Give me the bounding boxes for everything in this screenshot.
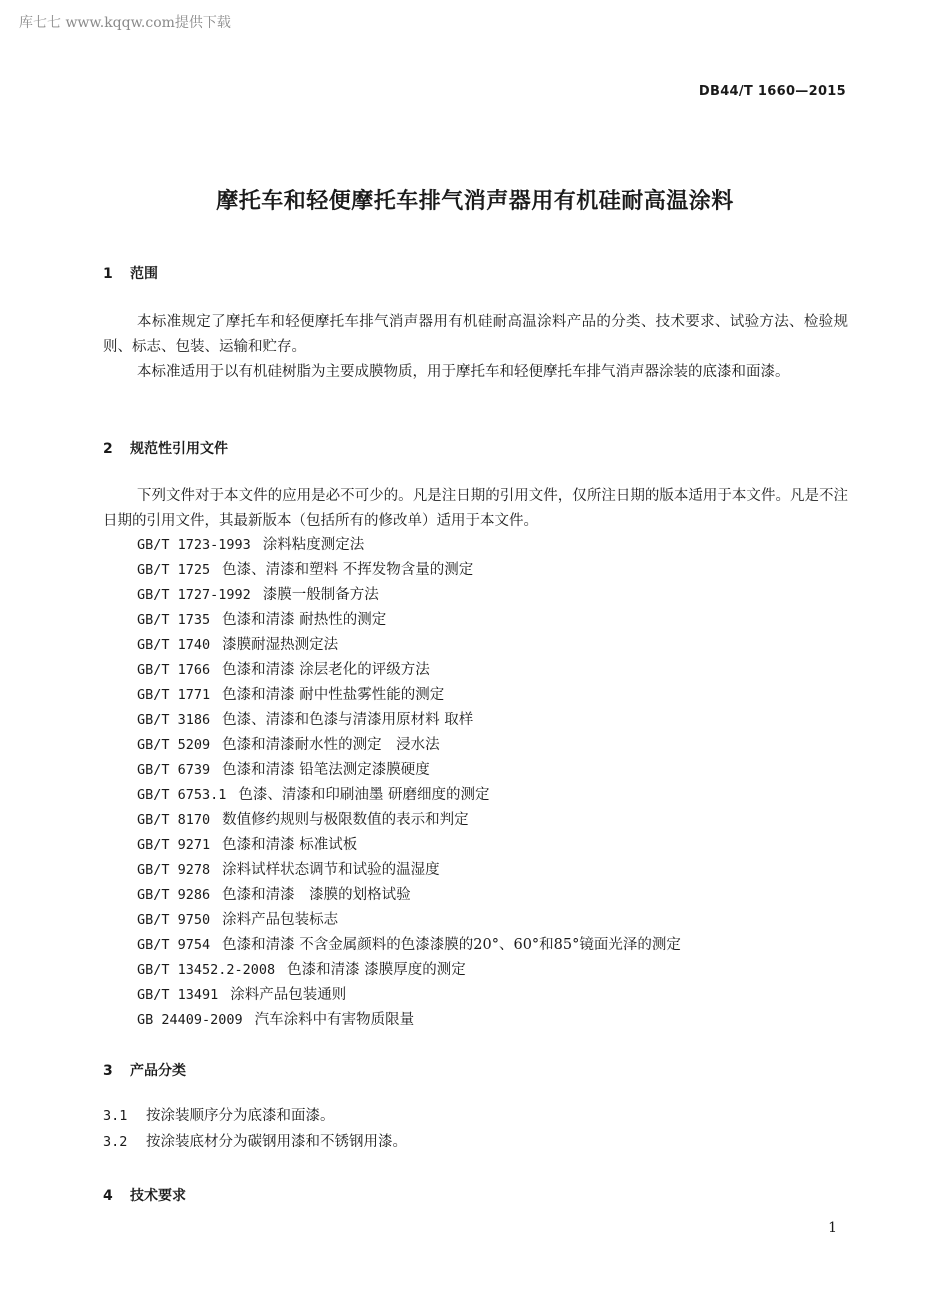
section-title: 产品分类 — [130, 1063, 186, 1079]
reference-title: 色漆、清漆和印刷油墨 研磨细度的测定 — [238, 787, 490, 803]
reference-code: GB/T 6753.1 — [137, 787, 227, 803]
reference-item — [137, 533, 681, 558]
reference-code: GB/T 9754 — [137, 937, 211, 953]
reference-item — [137, 583, 681, 608]
reference-title: 涂料粘度测定法 — [262, 537, 365, 553]
reference-code: GB/T 9271 — [137, 837, 211, 853]
reference-code: GB/T 1727-1992 — [137, 587, 251, 603]
standard-number: DB44/T 1660—2015 — [698, 84, 846, 99]
reference-item — [137, 908, 681, 933]
reference-list — [137, 533, 681, 1033]
reference-code: GB/T 13491 — [137, 987, 219, 1003]
watermark: 库七七 www.kqqw.com提供下载 — [19, 15, 231, 31]
reference-item — [137, 1008, 681, 1033]
reference-code: GB/T 1723-1993 — [137, 537, 251, 553]
reference-title: 色漆和清漆 漆膜厚度的测定 — [287, 962, 466, 978]
section-number: 3 — [103, 1063, 113, 1079]
reference-title: 色漆、清漆和色漆与清漆用原材料 取样 — [222, 712, 474, 728]
reference-title: 色漆和清漆 耐热性的测定 — [222, 612, 387, 628]
section-title: 规范性引用文件 — [130, 441, 228, 457]
reference-code: GB/T 8170 — [137, 812, 211, 828]
reference-item — [137, 783, 681, 808]
reference-code: GB/T 1735 — [137, 612, 211, 628]
reference-item — [137, 858, 681, 883]
reference-title: 涂料产品包装标志 — [222, 912, 339, 928]
page-number: 1 — [828, 1220, 837, 1236]
reference-code: GB/T 9286 — [137, 887, 211, 903]
section-3-heading — [103, 1060, 186, 1080]
item-text: 按涂装顺序分为底漆和面漆。 — [146, 1108, 335, 1124]
section-number: 1 — [103, 266, 113, 282]
reference-item — [137, 758, 681, 783]
reference-code: GB/T 1725 — [137, 562, 211, 578]
reference-code: GB/T 9278 — [137, 862, 211, 878]
reference-item — [137, 608, 681, 633]
section-2-heading — [103, 438, 228, 458]
reference-code: GB/T 9750 — [137, 912, 211, 928]
reference-item — [137, 883, 681, 908]
reference-title: 数值修约规则与极限数值的表示和判定 — [222, 812, 469, 828]
section-title: 范围 — [130, 266, 158, 282]
reference-code: GB/T 1766 — [137, 662, 211, 678]
section-title: 技术要求 — [130, 1188, 186, 1204]
reference-code: GB/T 3186 — [137, 712, 211, 728]
reference-item — [137, 658, 681, 683]
reference-code: GB/T 1740 — [137, 637, 211, 653]
section-3-item-2 — [103, 1130, 407, 1155]
reference-title: 色漆、清漆和塑料 不挥发物含量的测定 — [222, 562, 474, 578]
section-1-paragraph-2: 本标准适用于以有机硅树脂为主要成膜物质，用于摩托车和轻便摩托车排气消声器涂装的底漆和面漆。 — [137, 364, 790, 380]
document-title: 摩托车和轻便摩托车排气消声器用有机硅耐高温涂料 — [216, 189, 734, 214]
section-1-paragraph-1: 本标准规定了摩托车和轻便摩托车排气消声器用有机硅耐高温涂料产品的分类、技术要求、试验方法、检验规则、标志、包装、运输和贮存。 — [103, 314, 848, 355]
reference-title: 漆膜耐湿热测定法 — [222, 637, 339, 653]
reference-title: 汽车涂料中有害物质限量 — [254, 1012, 415, 1028]
item-text: 按涂装底材分为碳钢用漆和不锈钢用漆。 — [146, 1134, 407, 1150]
section-3-item-1 — [103, 1104, 335, 1129]
reference-title: 色漆和清漆 涂层老化的评级方法 — [222, 662, 430, 678]
reference-item — [137, 708, 681, 733]
reference-code: GB 24409-2009 — [137, 1012, 243, 1028]
reference-title: 色漆和清漆 标准试板 — [222, 837, 358, 853]
reference-title: 涂料产品包装通则 — [230, 987, 347, 1003]
reference-item — [137, 808, 681, 833]
reference-code: GB/T 1771 — [137, 687, 211, 703]
reference-item — [137, 683, 681, 708]
section-number: 4 — [103, 1188, 113, 1204]
item-number: 3.2 — [103, 1134, 128, 1150]
reference-title: 涂料试样状态调节和试验的温湿度 — [222, 862, 440, 878]
reference-title: 色漆和清漆 不含金属颜料的色漆漆膜的20°、60°和85°镜面光泽的测定 — [222, 937, 681, 953]
reference-item — [137, 558, 681, 583]
reference-title: 色漆和清漆耐水性的测定 浸水法 — [222, 737, 440, 753]
reference-title: 色漆和清漆 耐中性盐雾性能的测定 — [222, 687, 445, 703]
reference-code: GB/T 6739 — [137, 762, 211, 778]
reference-item — [137, 833, 681, 858]
reference-title: 色漆和清漆 铅笔法测定漆膜硬度 — [222, 762, 430, 778]
reference-title: 漆膜一般制备方法 — [262, 587, 379, 603]
reference-code: GB/T 5209 — [137, 737, 211, 753]
section-4-heading — [103, 1185, 186, 1205]
reference-code: GB/T 13452.2-2008 — [137, 962, 276, 978]
reference-item — [137, 633, 681, 658]
reference-item — [137, 958, 681, 983]
section-number: 2 — [103, 441, 113, 457]
reference-item — [137, 733, 681, 758]
reference-title: 色漆和清漆 漆膜的划格试验 — [222, 887, 411, 903]
reference-item — [137, 933, 681, 958]
section-1-heading — [103, 263, 158, 283]
reference-item — [137, 983, 681, 1008]
section-2-intro: 下列文件对于本文件的应用是必不可少的。凡是注日期的引用文件，仅所注日期的版本适用于本文件。凡是不注日期的引用文件，其最新版本（包括所有的修改单）适用于本文件。 — [103, 488, 848, 529]
item-number: 3.1 — [103, 1108, 128, 1124]
